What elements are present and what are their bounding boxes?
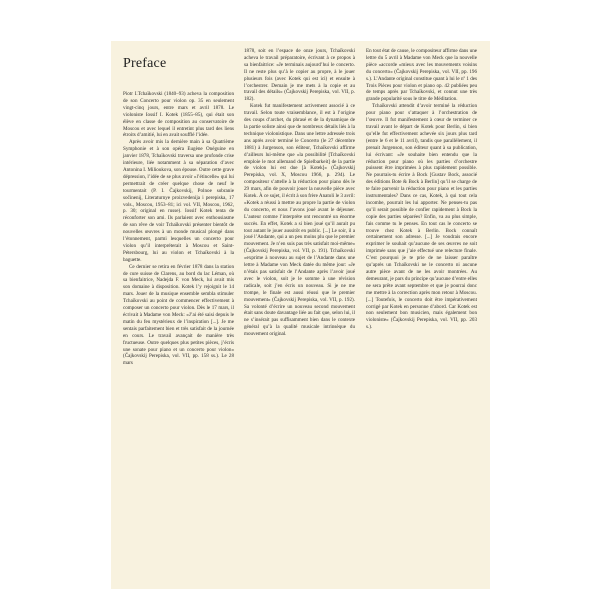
text-column-1	[123, 91, 234, 367]
paragraph: Kotek fut manifestement activement associé à ce travail. Selon toute vraisemblance, il est à l’origine des coups d’archet, du phrasé et de la dynamique de la partie soliste ainsi que de nombreux détails liés à la technique violonistique. Dans une lettre adressée trois ans après avoir terminé le Concerto (le 27 décembre 1881) à Jurgenson, son éditeur, Tchaïkovski affirme d’ailleurs lui-même que «la possibilité [Tchaïkovski emploie le mot allemand de Spielbarkeit] de la partie de violon lui est due [à Kotek]» (Čajkovskij Perepiska, vol. X, Moscou 1966, p. 294). Le compositeur s’attelle à la réduction pour piano dès le 29 mars, afin de pouvoir jouer la nouvelle pièce avec Kotek. À ce sujet, il écrit à son frère Anatoli le 3 avril: «Kotek a réussi à mettre au propre la partie de violon du concerto, et nous l’avons joué avant le déjeuner. L’auteur comme l’interprète ont rencontré un énorme succès. En effet, Kotek a si bien joué qu’il aurait pu tout autant le jouer aussitôt en public. [...] Le soir, il a joué l’Andante, qui a un peu moins plu que le premier mouvement. Je n’en suis pas très satisfait moi-même» (Čajkovskij Perepiska, vol. VII, p. 191). Tchaïkovski «exprime à nouveau au sujet de l’Andante dans une lettre à Madame von Meck datée du même jour: «Je n’étais pas satisfait de l’Andante après l’avoir joué avec le violon, soit je le somme à une révision radicale, soit j’en écris un nouveau. Si je ne me trompe, le finale est aussi réussi que le premier mouvement» (Čajkovskij Perepiska, vol. VII, p. 192). Sa volonté d’écrire un nouveau second mouvement était sans doute davantage liée au fait que, selon lui, il ne s’insérait pas suffisamment bien dans le contexte général qu’à la qualité musicale intrinsèque du mouvement original.	[244, 103, 355, 338]
paragraph: Piotr I.Tchaïkovski (1840–93) acheva la composition de son Concerto pour violon op. 35 en seulement vingt-cinq jours, entre mars et avril 1878. Le violoniste Iossif I. Kotek (1855–85), qui était son élève en classe de composition au conservatoire de Moscou et avec lequel il entretint plus tard des liens étroits d’amitié, lui en avait soufflé l’idée.	[123, 91, 234, 139]
paragraph: Après avoir mis la dernière main à sa Quatrième Symphonie et à son opéra Eugène Onéguine en janvier 1878, Tchaïkovski traversa une profonde crise intérieure, liée notamment à sa séparation d’avec Antonina I. Milioukova, son épouse. Outre cette grave dépression, l’idée de se plus avoir «l’étincelle» qui lui permettrait de créer quelque chose de neuf le tourmentait (P. I. Čajkovskij, Polnoe sobranie sočinenij, Literaturnye proizvedenija i perepiska, 17 vols., Moscou, 1953–81; ici vol. VII, Moscou, 1962, p. 30; original en russe). Iossif Kotek tenta de réconforter son ami. Ils parlaient avec enthousiasme de son rêve de voir Tchaïkovski présenter bientôt de nouvelles œuvres à un monde musical plongé dans l’étonnement, parmi lesquelles un concerto pour violon qu’il interpréterait à Moscou et Saint-Pétersbourg, lui au violon et Tchaïkovski à la baguette.	[123, 139, 234, 263]
paragraph: 1878, soit en l’espace de onze jours, Tchaïkovski acheva le travail préparatoire, écrivant à ce propos à sa bienfaitrice: «Je terminais aujourd’hui le concerto. Il ne reste plus qu’à le copier au propre, à le jouer plusieurs fois (avec Kotek qui est ici) et ensuite à l’orchestrer. Demain je me mets à la copie et au travail des détails» (Čajkovskij Perepiska, vol. VII, p. 182).	[244, 48, 355, 103]
document-page	[111, 41, 490, 589]
text-column-2	[244, 48, 355, 338]
paragraph: Tchaïkovski attendit d’avoir terminé la réduction pour piano pour s’attaquer à l’orchestration de l’œuvre. Il fut manifestement à cœur de terminer ce travail avant le départ de Kotek pour Berlin, si bien qu’elle fut effectivement achevée six jours plus tard (entre le 6 et le 11 avril), tandis que parallèlement, il prenait Jurgenson, son éditeur quant à sa publication, lui écrivant: «Je souhaite bien entendu que la réduction pour piano où les parties d’orchestre puissent être imprimées à plus rapidement possible. Ne pourrais-tu écrire à Bock [Gustav Bock, associé des éditions Bote & Bock à Berlin] qu’il se charge de te faire parvenir la réduction pour piano et les parties instrumentales? Dans ce cas, Kotek, à qui tout cela incombe, pourrait les lui apporter. Ne penses-tu pas qu’il serait possible de confier rapidement à Bock la copie des parties séparées? Enfin, va au plus simple, fais comme tu le penses. En tout cas le concerto se trouve chez Kotek à Berlin. Bock connaît certainement son adresse. [...] Je voudrais encore exprimer le souhait qu’aucune de ses œuvres ne soit imprimée sans que j’aie effectué une relecture finale. C’est pourquoi je te prie de ne laisser paraître qu’après un Tchaïkovski ne le concerto ni aucune autre pièce avant de ne les avoir montrées. Au demeurant, je pars du principe qu’aucune d’entre elles ne sera prête avant septembre et que je pourrai donc me mettre à la correction après mon retour à Moscou. [...] Toutefois, le concerto doit être impérativement corrigé par Kotek en personne d’abord. Car Kotek est non seulement bon musicien, mais également bon violoniste» (Čajkovskij Perepiska, vol. VII, pp. 203 s.).	[366, 103, 477, 331]
paragraph: En tout état de cause, le compositeur affirme dans une lettre du 5 avril à Madame von Meck que la nouvelle pièce «accorde «mieux avec les mouvements voisins du concerto» (Čajkovskij Perepiska, vol. VII, pp. 196 s.). L’Andante original constitue quant à lui le nº 1 des Trois Pièces pour violon et piano op. 42 publiées peu de temps après par Tchaïkovski, et connut une très grande popularité sous le titre de Méditation.	[366, 48, 477, 103]
text-column-3	[366, 48, 477, 331]
paragraph: Ce dernier se retira en février 1878 dans la station de cure suisse de Clarens, au bord du lac Léman, où sa bienfaitrice, Nadejda F. von Meck, lui avait mis son domaine à disposition. Kotek l’y rejoignit le 14 mars. Jouer de la musique ensemble sembla stimuler Tchaïkovski au point de commencer effectivement à composer un concerto pour violon. Dès le 17 mars, il écrivait à Madame von Meck: «J’ai été saisi depuis le matin du feu mystérieux de l’inspiration [...]. Je me sentais parfaitement bien et très satisfait de la journée en cours. Le travail avançait de manière très fructueuse. Outre quelques plus petites pièces, j’écris une sonate pour piano et un concerto pour violon» (Čajkovskij Perepiska, vol. VII, pp. 158 ss.). Le 28 mars	[123, 263, 234, 367]
page-title: Preface	[123, 56, 167, 71]
